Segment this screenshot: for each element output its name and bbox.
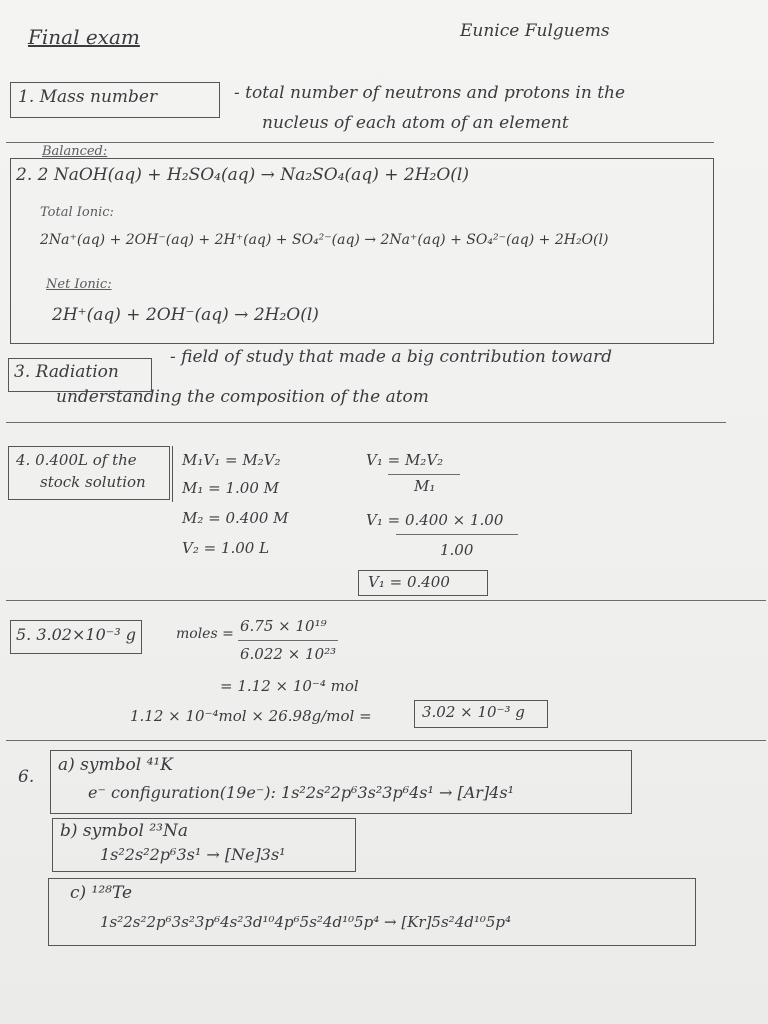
q6b-symbol: b) symbol ²³Na — [60, 821, 188, 841]
q5-moles-result: = 1.12 × 10⁻⁴ mol — [220, 677, 359, 695]
q1-definition-line2: nucleus of each atom of an element — [262, 113, 569, 133]
page-title: Final exam — [28, 25, 140, 49]
q5-moles-label: moles = — [176, 626, 234, 642]
q4-v1-formula-numerator: V₁ = M₂V₂ — [366, 451, 444, 469]
q6a-configuration: e⁻ configuration(19e⁻): 1s²2s²2p⁶3s²3p⁶4s¹ → [Ar]4s¹ — [88, 783, 514, 802]
fraction-bar — [238, 640, 338, 641]
q5-mass-result: 3.02 × 10⁻³ g — [422, 703, 525, 721]
divider — [6, 422, 726, 423]
q3-answer: 3. Radiation — [14, 362, 119, 382]
q6c-configuration: 1s²2s²2p⁶3s²3p⁶4s²3d¹⁰4p⁶5s²4d¹⁰5p⁴ → [Kr]5s²4d¹⁰5p⁴ — [100, 913, 512, 931]
fraction-bar — [388, 474, 460, 475]
q6-number: 6. — [18, 767, 35, 787]
q4-result: V₁ = 0.400 — [368, 573, 450, 591]
q4-m1-value: M₁ = 1.00 M — [182, 479, 280, 497]
divider — [6, 600, 766, 601]
q3-definition-line1: - field of study that made a big contribution toward — [170, 347, 613, 367]
q5-moles-numerator: 6.75 × 10¹⁹ — [240, 617, 327, 635]
q4-m2-value: M₂ = 0.400 M — [182, 509, 289, 527]
q5-answer: 5. 3.02×10⁻³ g — [16, 625, 136, 644]
q2-balanced-equation: 2. 2 NaOH(aq) + H₂SO₄(aq) → Na₂SO₄(aq) + 2H₂O(l) — [16, 165, 469, 185]
q2-net-label: Net Ionic: — [46, 277, 112, 292]
q4-v1-formula-denominator: M₁ — [414, 477, 436, 495]
q4-dilution-formula: M₁V₁ = M₂V₂ — [182, 451, 281, 469]
q1-answer: 1. Mass number — [18, 87, 158, 107]
q4-v1-calc-numerator: V₁ = 0.400 × 1.00 — [366, 511, 504, 529]
q4-v2-value: V₂ = 1.00 L — [182, 539, 270, 557]
divider — [172, 446, 173, 502]
q2-net-ionic-equation: 2H⁺(aq) + 2OH⁻(aq) → 2H₂O(l) — [52, 305, 319, 325]
q2-total-label: Total Ionic: — [40, 205, 114, 220]
student-name: Eunice Fulguems — [460, 21, 610, 41]
q6a-symbol: a) symbol ⁴¹K — [58, 755, 173, 775]
q5-moles-denominator: 6.022 × 10²³ — [240, 645, 337, 663]
q6b-configuration: 1s²2s²2p⁶3s¹ → [Ne]3s¹ — [100, 845, 286, 864]
q1-definition-line1: - total number of neutrons and protons in the — [234, 83, 626, 103]
q4-v1-calc-denominator: 1.00 — [440, 541, 474, 559]
q6c-symbol: c) ¹²⁸Te — [70, 883, 133, 903]
divider — [6, 142, 714, 143]
q2-total-ionic-equation: 2Na⁺(aq) + 2OH⁻(aq) + 2H⁺(aq) + SO₄²⁻(aq) → 2Na⁺(aq) + SO₄²⁻(aq) + 2H₂O(l) — [40, 232, 609, 248]
q4-answer-line1: 4. 0.400L of the — [16, 451, 137, 469]
q6c-box — [48, 878, 696, 946]
fraction-bar — [396, 534, 518, 535]
q4-answer-line2: stock solution — [40, 473, 146, 491]
q5-mass-calculation: 1.12 × 10⁻⁴mol × 26.98g/mol = — [130, 707, 372, 725]
q3-definition-line2: understanding the composition of the atom — [56, 387, 429, 407]
divider — [6, 740, 766, 741]
q2-balanced-label: Balanced: — [42, 144, 108, 159]
